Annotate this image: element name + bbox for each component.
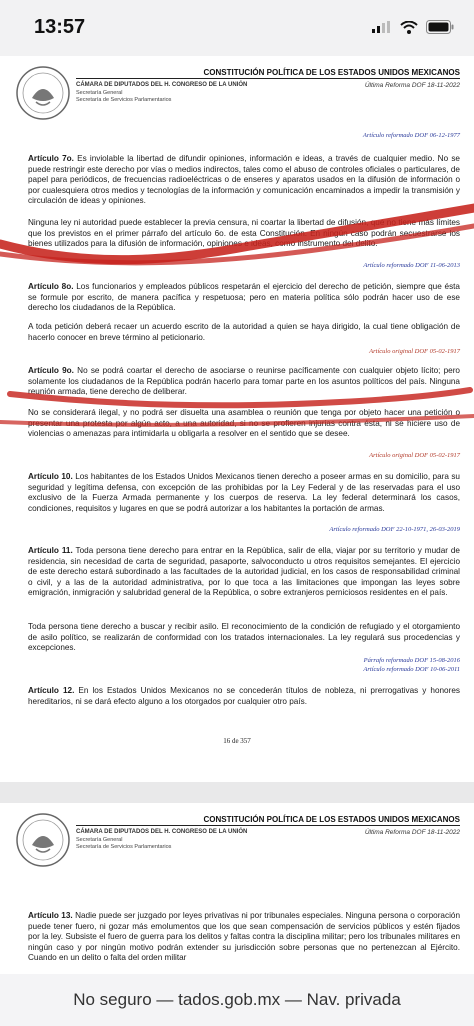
reform-note-art7: Artículo reformado DOF 11-06-2013 bbox=[363, 262, 460, 269]
header-divider bbox=[76, 825, 460, 826]
article-7-paragraph-2: Ninguna ley ni autoridad puede establecer la previa censura, ni coartar la libertad de difusión, que no tiene más límites que los previstos en el primer párrafo del artículo 6o. de esta Constitución. En ningún caso podrán secuestrarse los bienes utilizados para la difusión de información, opiniones e ideas, como instrumento del delito. bbox=[28, 218, 460, 249]
header-secretaria: Secretaría General bbox=[76, 837, 123, 843]
article-8-text-1: Los funcionarios y empleados públicos respetarán el ejercicio del derecho de petición, siempre que ésta se formule por escrito, de manera pacífica y respetuosa; pero en materia política sólo podrán hacer uso de ese derecho los ciudadanos de la República. bbox=[28, 282, 460, 313]
header-divider bbox=[76, 78, 460, 79]
header-secretaria: Secretaría General bbox=[76, 90, 123, 96]
battery-icon bbox=[426, 20, 454, 34]
seal-icon bbox=[14, 64, 72, 122]
article-9-text-1: No se podrá coartar el derecho de asociarse o reunirse pacíficamente con cualquier objeto lícito; pero solamente los ciudadanos de la República podrán hacerlo para tomar parte en los asuntos políticos del país. Ninguna reunión armada, tiene derecho de deliberar. bbox=[28, 366, 460, 397]
address-bar[interactable]: No seguro — tados.gob.mx — Nav. privada bbox=[0, 974, 474, 1026]
header-servicios: Secretaría de Servicios Parlamentarios bbox=[76, 844, 172, 850]
article-8-paragraph-1 bbox=[28, 282, 460, 314]
article-9-heading: Artículo 9o. bbox=[28, 366, 74, 375]
article-11-paragraph-2: Toda persona tiene derecho a buscar y recibir asilo. El reconocimiento de la condición de refugiado y el otorgamiento de asilo político, se realizarán de conformidad con los tratados internacionales. La ley regulará sus procedencias y excepciones. bbox=[28, 622, 460, 653]
article-13-heading: Artículo 13. bbox=[28, 911, 73, 920]
document-page-16 bbox=[0, 56, 474, 782]
document-title: CONSTITUCIÓN POLÍTICA DE LOS ESTADOS UNIDOS MEXICANOS bbox=[203, 815, 460, 824]
article-7-text-1: Es inviolable la libertad de difundir opiniones, información e ideas, a través de cualquier medio. No se puede restringir este derecho por vías o medios indirectos, tales como el abuso de controles oficiales o particulares, de papel para periódicos, de frecuencias radioeléctricas o de enseres y aparatos usados en la difusión de información o por cualesquiera otros medios y tecnologías de la información y comunicación encaminados a impedir la transmisión y circulación de ideas y opiniones. bbox=[28, 154, 460, 206]
article-12-heading: Artículo 12. bbox=[28, 686, 75, 695]
header-camara: CÁMARA DE DIPUTADOS DEL H. CONGRESO DE LA UNIÓN bbox=[76, 829, 248, 835]
paragraph-reform-note-art11: Párrafo reformado DOF 15-08-2016 bbox=[363, 657, 460, 664]
article-12-paragraph-1 bbox=[28, 686, 460, 707]
reform-note: Artículo reformado DOF 06-12-1977 bbox=[362, 132, 460, 139]
signal-icon bbox=[372, 21, 392, 33]
article-11-paragraph-1 bbox=[28, 546, 460, 599]
article-8-heading: Artículo 8o. bbox=[28, 282, 74, 291]
article-11-text-1: Toda persona tiene derecho para entrar en la República, salir de ella, viajar por su territorio y mudar de residencia, sin necesidad de carta de seguridad, pasaporte, salvoconducto u otros requisitos semejantes. El ejercicio de este derecho estará subordinado a las facultades de la autoridad judicial, en los casos de responsabilidad criminal o civil, y a las de la autoridad administrativa, por lo que toca a las limitaciones que impongan las leyes sobre emigración, inmigración y salubridad general de la República, o sobre extranjeros perniciosos residentes en el país. bbox=[28, 546, 460, 598]
page-number: 16 de 357 bbox=[223, 737, 251, 745]
original-note-art8: Artículo original DOF 05-02-1917 bbox=[369, 348, 460, 355]
article-10-heading: Artículo 10. bbox=[28, 472, 73, 481]
article-10-text-1: Los habitantes de los Estados Unidos Mexicanos tienen derecho a poseer armas en su domicilio, para su seguridad y legítima defensa, con excepción de las prohibidas por la Ley Federal y de las reservadas para el uso exclusivo de la Fuerza Armada permanente y los cuerpos de reserva. La ley federal determinará los casos, condiciones, requisitos y lugares en que se podrá autorizar a los habitantes la portación de armas. bbox=[28, 472, 460, 513]
reform-note-art11: Artículo reformado DOF 10-06-2011 bbox=[363, 666, 460, 673]
article-8-paragraph-2: A toda petición deberá recaer un acuerdo escrito de la autoridad a quien se haya dirigido, la cual tiene obligación de hacerlo conocer en breve término al peticionario. bbox=[28, 322, 460, 342]
article-10-paragraph-1 bbox=[28, 472, 460, 514]
seal-icon bbox=[14, 811, 72, 869]
header-camara: CÁMARA DE DIPUTADOS DEL H. CONGRESO DE LA UNIÓN bbox=[76, 82, 248, 88]
header-reforma: Última Reforma DOF 18-11-2022 bbox=[364, 829, 460, 836]
article-12-text-1: En los Estados Unidos Mexicanos no se concederán títulos de nobleza, ni prerrogativas y honores hereditarios, ni se dará efecto alguno a los otorgados por cualquier otro país. bbox=[28, 686, 460, 706]
wifi-icon bbox=[400, 21, 418, 34]
article-13-paragraph-1 bbox=[28, 911, 460, 964]
article-9-paragraph-1 bbox=[28, 366, 460, 398]
article-13-text-1: Nadie puede ser juzgado por leyes privativas ni por tribunales especiales. Ninguna persona o corporación puede tener fuero, ni gozar más emolumentos que los que sean compensación de servicios públicos y estén fijados por la ley. Subsiste el fuero de guerra para los delitos y faltas contra la disciplina militar; pero los tribunales militares en ningún caso y por ningún motivo podrán extender su jurisdicción sobre personas que no pertenezcan al Ejército. Cuando en un delito o falta del orden militar bbox=[28, 911, 460, 963]
article-7-paragraph-1 bbox=[28, 154, 460, 207]
article-9-paragraph-2: No se considerará ilegal, y no podrá ser disuelta una asamblea o reunión que tenga por objeto hacer una petición o presentar una protesta por algún acto, a una autoridad, si no se profieren injurias contra ésta, ni se hiciere uso de violencias o amenazas para intimidarla u obligarla a resolver en el sentido que se desee. bbox=[28, 408, 460, 439]
header-reforma: Última Reforma DOF 18-11-2022 bbox=[364, 82, 460, 89]
article-7-heading: Artículo 7o. bbox=[28, 154, 74, 163]
document-title: CONSTITUCIÓN POLÍTICA DE LOS ESTADOS UNIDOS MEXICANOS bbox=[203, 68, 460, 77]
status-bar bbox=[0, 0, 474, 56]
original-note-art9: Artículo original DOF 05-02-1917 bbox=[369, 452, 460, 459]
article-11-heading: Artículo 11. bbox=[28, 546, 73, 555]
header-servicios: Secretaría de Servicios Parlamentarios bbox=[76, 97, 172, 103]
status-time: 13:57 bbox=[34, 16, 86, 38]
reform-note-art10: Artículo reformado DOF 22-10-1971, 26-03-2019 bbox=[329, 526, 460, 533]
